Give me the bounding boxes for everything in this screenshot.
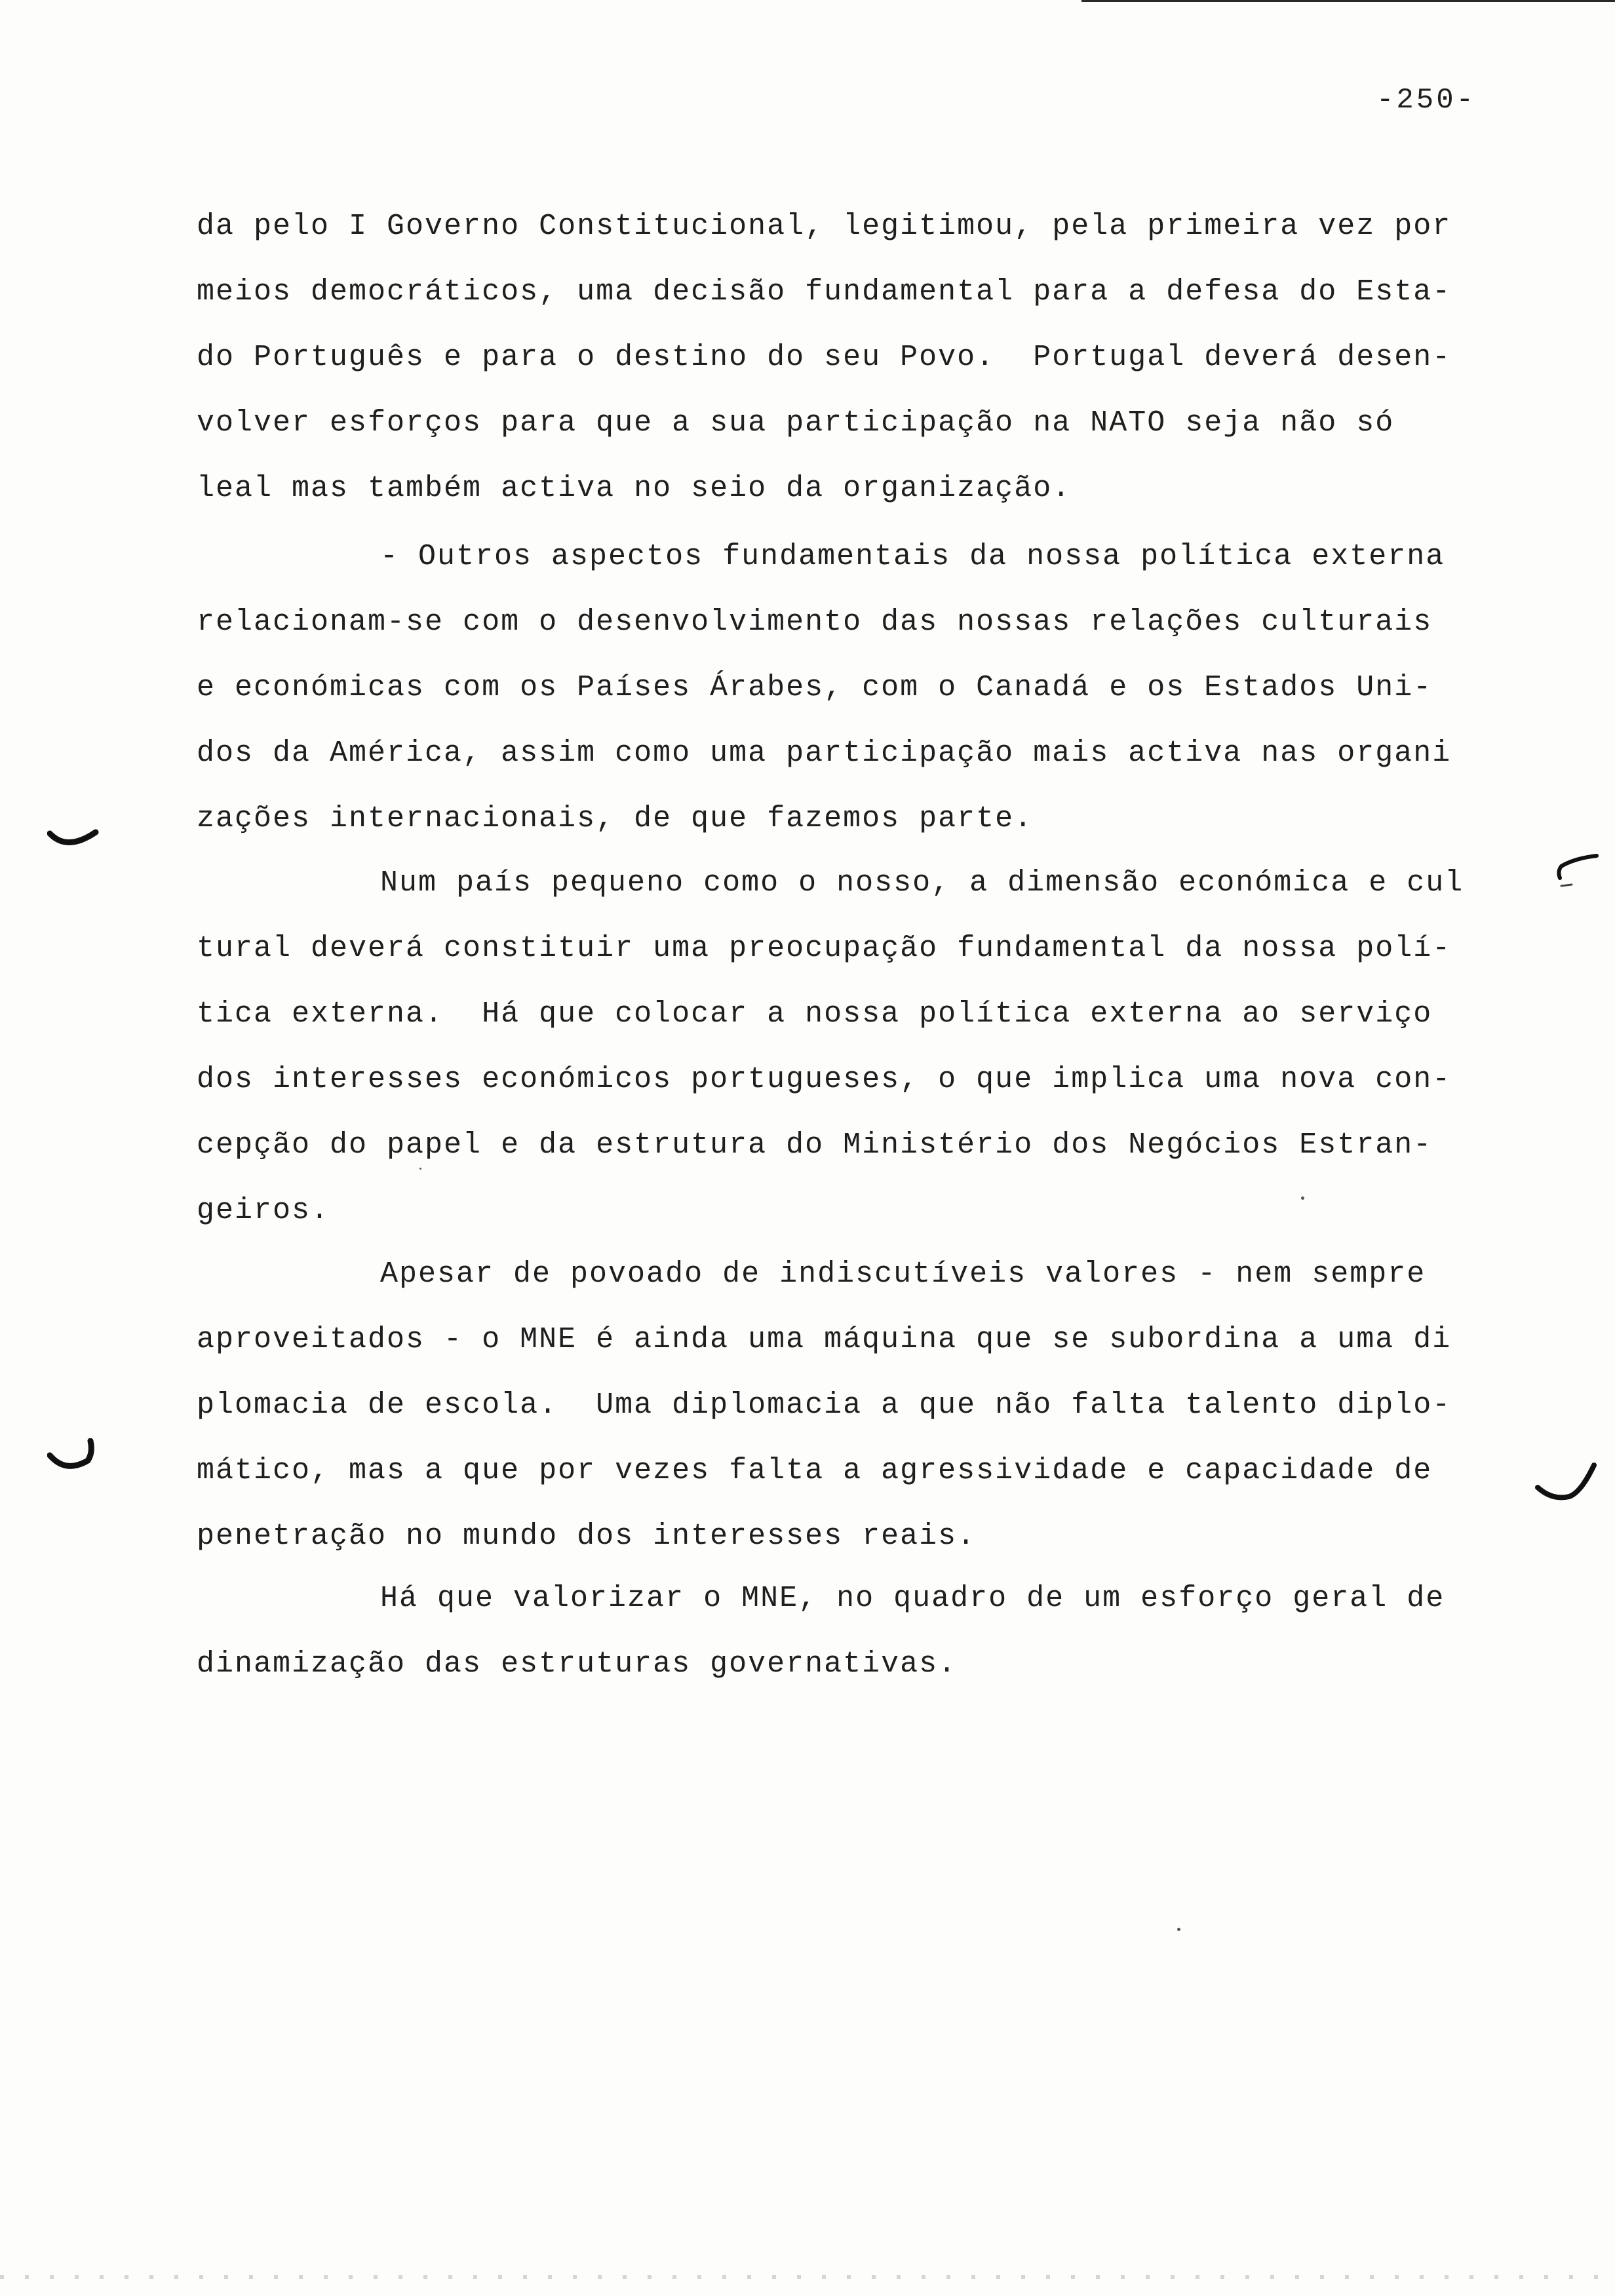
- text-line: Há que valorizar o MNE, no quadro de um esforço geral de: [380, 1582, 1445, 1615]
- page-number: -250-: [1376, 84, 1477, 117]
- text-line: Num país pequeno como o nosso, a dimensão económica e cul: [380, 866, 1464, 900]
- text-line: da pelo I Governo Constitucional, legitimou, pela primeira vez por: [197, 210, 1452, 243]
- margin-check-mark-icon: [47, 1438, 100, 1478]
- margin-tick-mark-icon: [1555, 852, 1601, 891]
- text-line: e económicas com os Países Árabes, com o Canadá e os Estados Uni-: [197, 671, 1433, 704]
- text-line: geiros.: [197, 1194, 330, 1227]
- text-line: leal mas também activa no seio da organização.: [197, 472, 1072, 505]
- text-line: meios democráticos, uma decisão fundamental para a defesa do Esta-: [197, 275, 1452, 309]
- text-line: tural deverá constituir uma preocupação fundamental da nossa polí-: [197, 932, 1452, 965]
- text-line: dinamização das estruturas governativas.: [197, 1647, 958, 1681]
- text-line: dos interesses económicos portugueses, o que implica uma nova con-: [197, 1063, 1452, 1096]
- margin-check-mark-icon: [1534, 1461, 1599, 1507]
- text-line: aproveitados - o MNE é ainda uma máquina que se subordina a uma di: [197, 1323, 1452, 1356]
- text-line: cepção do papel e da estrutura do Ministério dos Negócios Estran-: [197, 1128, 1433, 1162]
- margin-check-mark-icon: [47, 827, 100, 853]
- text-line: Apesar de povoado de indiscutíveis valores - nem sempre: [380, 1257, 1426, 1291]
- text-line: dos da América, assim como uma participação mais activa nas organi: [197, 737, 1452, 770]
- text-line: relacionam-se com o desenvolvimento das nossas relações culturais: [197, 605, 1433, 639]
- scan-speck: [1301, 1196, 1304, 1200]
- text-line: plomacia de escola. Uma diplomacia a que não falta talento diplo-: [197, 1388, 1452, 1422]
- text-line: zações internacionais, de que fazemos parte.: [197, 802, 1034, 835]
- text-line: tica externa. Há que colocar a nossa política externa ao serviço: [197, 997, 1433, 1031]
- scan-speck: [419, 1168, 421, 1170]
- scan-speck: [1177, 1928, 1180, 1931]
- top-edge-rule: [1081, 0, 1615, 2]
- text-line: - Outros aspectos fundamentais da nossa política externa: [380, 540, 1445, 573]
- paragraph-5: [197, 1566, 1521, 1697]
- paragraph-4: [197, 1242, 1521, 1569]
- paragraph-3: [197, 851, 1521, 1244]
- paragraph-1: [197, 194, 1521, 522]
- text-line: penetração no mundo dos interesses reais.: [197, 1520, 977, 1553]
- text-line: volver esforços para que a sua participação na NATO seja não só: [197, 406, 1395, 440]
- paragraph-2: [197, 524, 1521, 852]
- scan-bottom-noise: [0, 2275, 1615, 2279]
- text-line: do Português e para o destino do seu Povo. Portugal deverá desen-: [197, 341, 1452, 374]
- text-line: mático, mas a que por vezes falta a agressividade e capacidade de: [197, 1454, 1433, 1487]
